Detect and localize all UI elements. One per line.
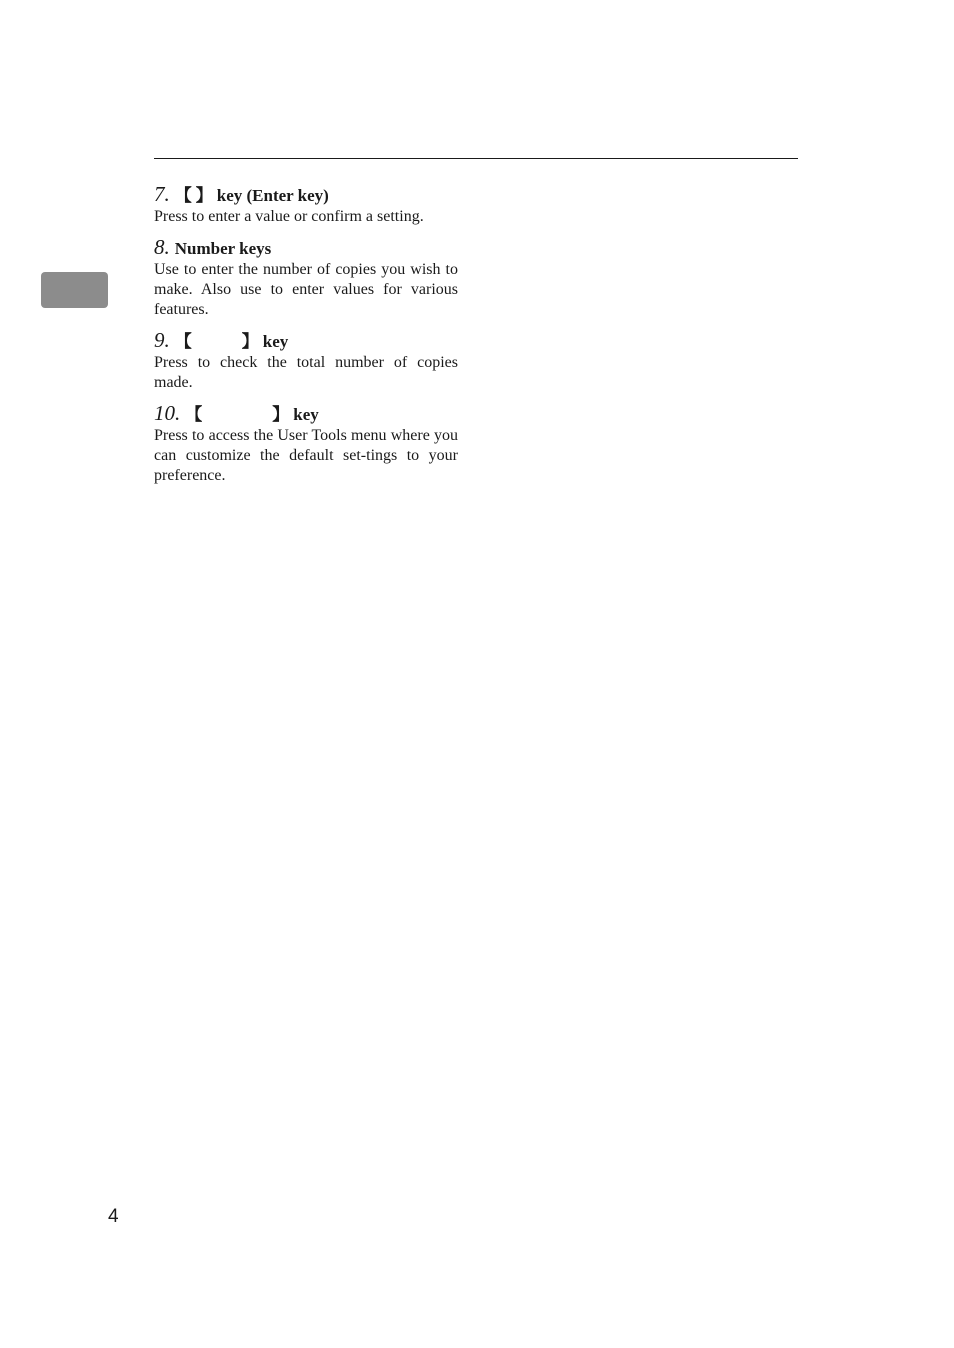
- entry-heading: [154, 236, 458, 258]
- entry-heading: [154, 329, 458, 351]
- chapter-tab: [41, 272, 108, 308]
- entry-number: 9.: [154, 328, 170, 352]
- close-bracket: 】: [195, 186, 213, 206]
- open-bracket: 【: [174, 186, 192, 206]
- close-bracket: 】: [241, 332, 259, 352]
- key-descriptions: [154, 183, 458, 486]
- entry-number: 7.: [154, 182, 170, 206]
- entry-title: key: [262, 332, 289, 351]
- entry-body: Press to access the User Tools menu where you can customize the default set-tings to your preference.: [154, 427, 458, 484]
- entry-number-keys: [154, 236, 458, 320]
- page-number: 4: [108, 1206, 119, 1227]
- open-bracket: 【: [174, 332, 192, 352]
- entry-user-tools-key: [154, 402, 458, 486]
- header-rule: [154, 158, 798, 159]
- entry-heading: [154, 402, 458, 424]
- entry-number: 10.: [154, 401, 181, 425]
- entry-counter-key: [154, 329, 458, 393]
- open-bracket: 【: [185, 405, 203, 425]
- entry-heading: [154, 183, 458, 205]
- entry-enter-key: [154, 183, 458, 227]
- entry-title: key: [293, 405, 319, 424]
- entry-title: Number keys: [174, 239, 272, 258]
- entry-number: 8.: [154, 235, 170, 259]
- entry-body: Press to enter a value or confirm a setting.: [154, 208, 424, 225]
- close-bracket: 】: [272, 405, 290, 425]
- entry-body: Press to check the total number of copies made.: [154, 354, 458, 391]
- entry-title: key (Enter key): [216, 186, 329, 205]
- entry-body: Use to enter the number of copies you wish to make. Also use to enter values for various features.: [154, 261, 458, 318]
